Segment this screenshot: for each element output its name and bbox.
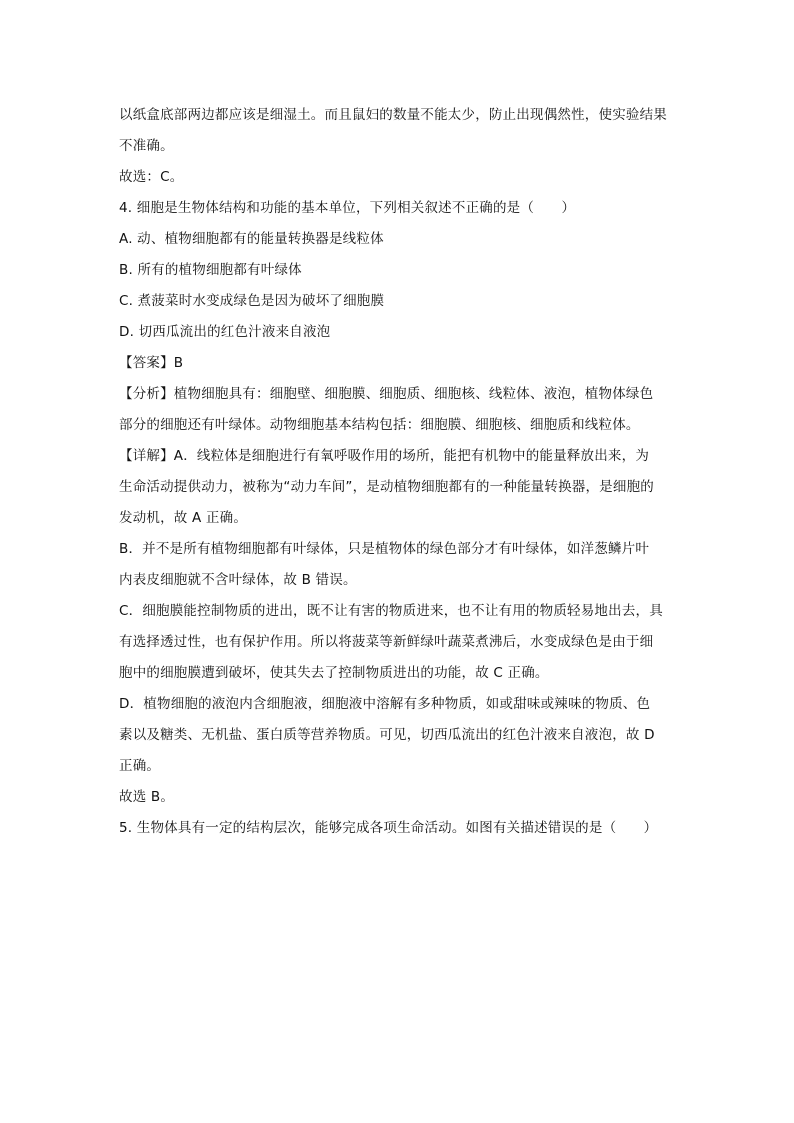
explanation-line: D．植物细胞的液泡内含细胞液，细胞液中溶解有多种物质，如或甜味或辣味的物质、色	[119, 696, 651, 712]
explanation-line: 内表皮细胞就不含叶绿体，故 B 错误。	[119, 572, 357, 588]
text-line: 不准确。	[119, 138, 174, 154]
analysis-line: 部分的细胞还有叶绿体。动物细胞基本结构包括：细胞膜、细胞核、细胞质和线粒体。	[119, 417, 640, 433]
explanation-line: C．细胞膜能控制物质的进出，既不让有害的物质进来，也不让有用的物质轻易地出去，具	[119, 603, 663, 619]
explanation-line: 素以及糖类、无机盐、蛋白质等营养物质。可见，切西瓜流出的红色汁液来自液泡，故 D	[119, 727, 655, 743]
answer-label: 【答案】B	[119, 355, 184, 371]
explanation-line: B．并不是所有植物细胞都有叶绿体，只是植物体的绿色部分才有叶绿体，如洋葱鳞片叶	[119, 541, 650, 557]
question-4-stem: 4. 细胞是生物体结构和功能的基本单位，下列相关叙述不正确的是（ ）	[119, 200, 576, 216]
option-c: C. 煮菠菜时水变成绿色是因为破坏了细胞膜	[119, 293, 385, 309]
explanation-line: 有选择透过性，也有保护作用。所以将菠菜等新鲜绿叶蔬菜煮沸后，水变成绿色是由于细	[119, 634, 654, 650]
option-a: A. 动、植物细胞都有的能量转换器是线粒体	[119, 231, 384, 247]
text-line: 以纸盒底部两边都应该是细湿土。而且鼠妇的数量不能太少，防止出现偶然性，使实验结果	[119, 107, 667, 123]
explanation-line: 【详解】A．线粒体是细胞进行有氧呼吸作用的场所，能把有机物中的能量释放出来，为	[119, 448, 650, 464]
analysis-line: 【分析】植物细胞具有：细胞壁、细胞膜、细胞质、细胞核、线粒体、液泡，植物体绿色	[119, 386, 654, 402]
explanation-line: 发动机，故 A 正确。	[119, 510, 248, 526]
option-d: D. 切西瓜流出的红色汁液来自液泡	[119, 324, 331, 340]
document-body	[119, 100, 681, 844]
explanation-line: 生命活动提供动力，被称为“动力车间”，是动植物细胞都有的一种能量转换器，是细胞的	[119, 479, 654, 495]
answer-choice-line: 故选 B。	[119, 789, 175, 805]
answer-choice-line: 故选：C。	[119, 169, 184, 185]
explanation-line: 胞中的细胞膜遭到破坏，使其失去了控制物质进出的功能，故 C 正确。	[119, 665, 549, 681]
question-5-stem: 5. 生物体具有一定的结构层次，能够完成各项生命活动。如图有关描述错误的是（ ）	[119, 820, 658, 836]
explanation-line: 正确。	[119, 758, 161, 774]
option-b: B. 所有的植物细胞都有叶绿体	[119, 262, 302, 278]
